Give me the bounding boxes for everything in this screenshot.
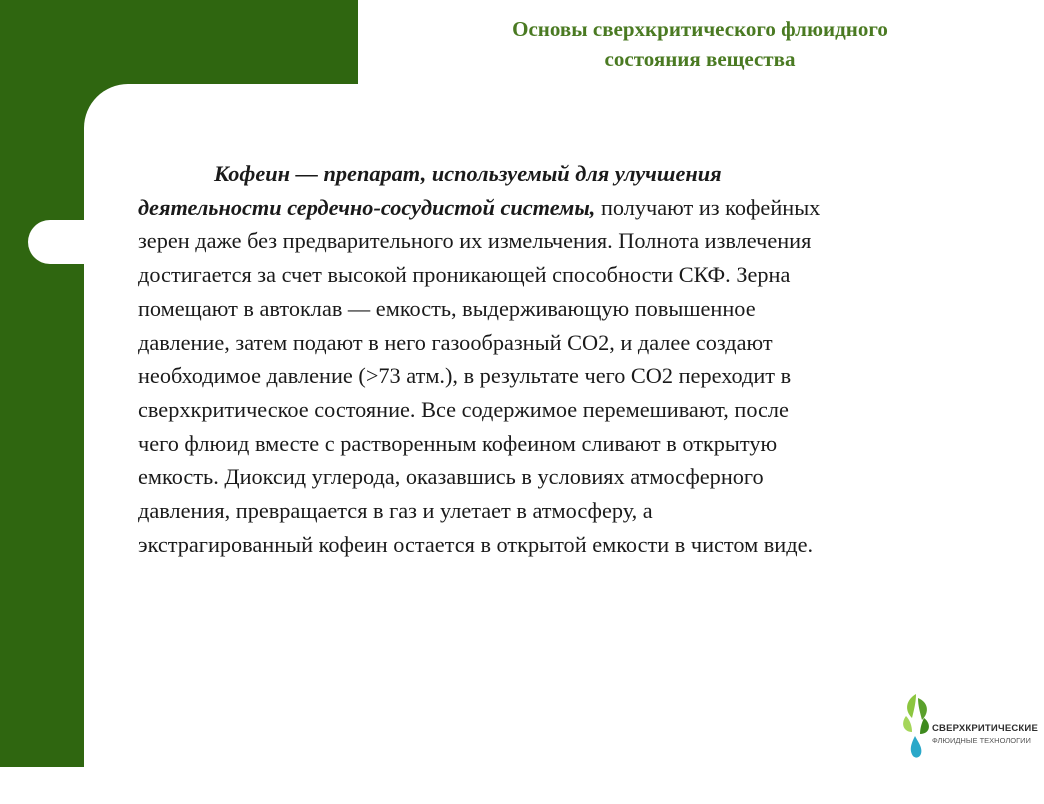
body-line [138, 157, 978, 191]
body-line: необходимое давление (>73 атм.), в результате чего СО2 переходит в [138, 363, 792, 389]
slide-title [420, 14, 980, 74]
slide-title-line-1: Основы сверхкритического флюидного [512, 17, 888, 41]
logo-line-2: ФЛЮИДНЫЕ ТЕХНОЛОГИИ [932, 736, 1031, 745]
company-logo [900, 690, 1038, 767]
panel-tab [28, 220, 108, 264]
body-line: экстрагированный кофеин остается в открытой емкости в чистом виде. [138, 531, 814, 557]
body-emphasis: деятельности сердечно-сосудистой системы, [138, 194, 596, 220]
body-line: зерен даже без предварительного их измельчения. Полнота извлечения [138, 228, 812, 254]
slide-title-line-2: состояния вещества [604, 47, 796, 71]
body-line: давления, превращается в газ и улетает в атмосферу, а [138, 498, 653, 524]
body-line: чего флюид вместе с растворенным кофеином сливают в открытую [138, 430, 778, 456]
body-line: давление, затем подают в него газообразный СО2, и далее создают [138, 329, 773, 355]
body-paragraph [138, 157, 978, 561]
body-emphasis: Кофеин — препарат, используемый для улучшения [214, 161, 722, 186]
body-line [138, 191, 978, 225]
body-line: емкость. Диоксид углерода, оказавшись в условиях атмосферного [138, 464, 764, 490]
leaf-drop-icon [900, 690, 934, 767]
body-line: помещают в автоклав — емкость, выдерживающую повышенное [138, 295, 756, 321]
body-line: достигается за счет высокой проникающей способности СКФ. Зерна [138, 262, 791, 288]
logo-line-1: СВЕРХКРИТИЧЕСКИЕ [932, 723, 1038, 734]
body-text-segment: получают из кофейных [595, 194, 821, 220]
body-line: сверхкритическое состояние. Все содержимое перемешивают, после [138, 396, 789, 422]
